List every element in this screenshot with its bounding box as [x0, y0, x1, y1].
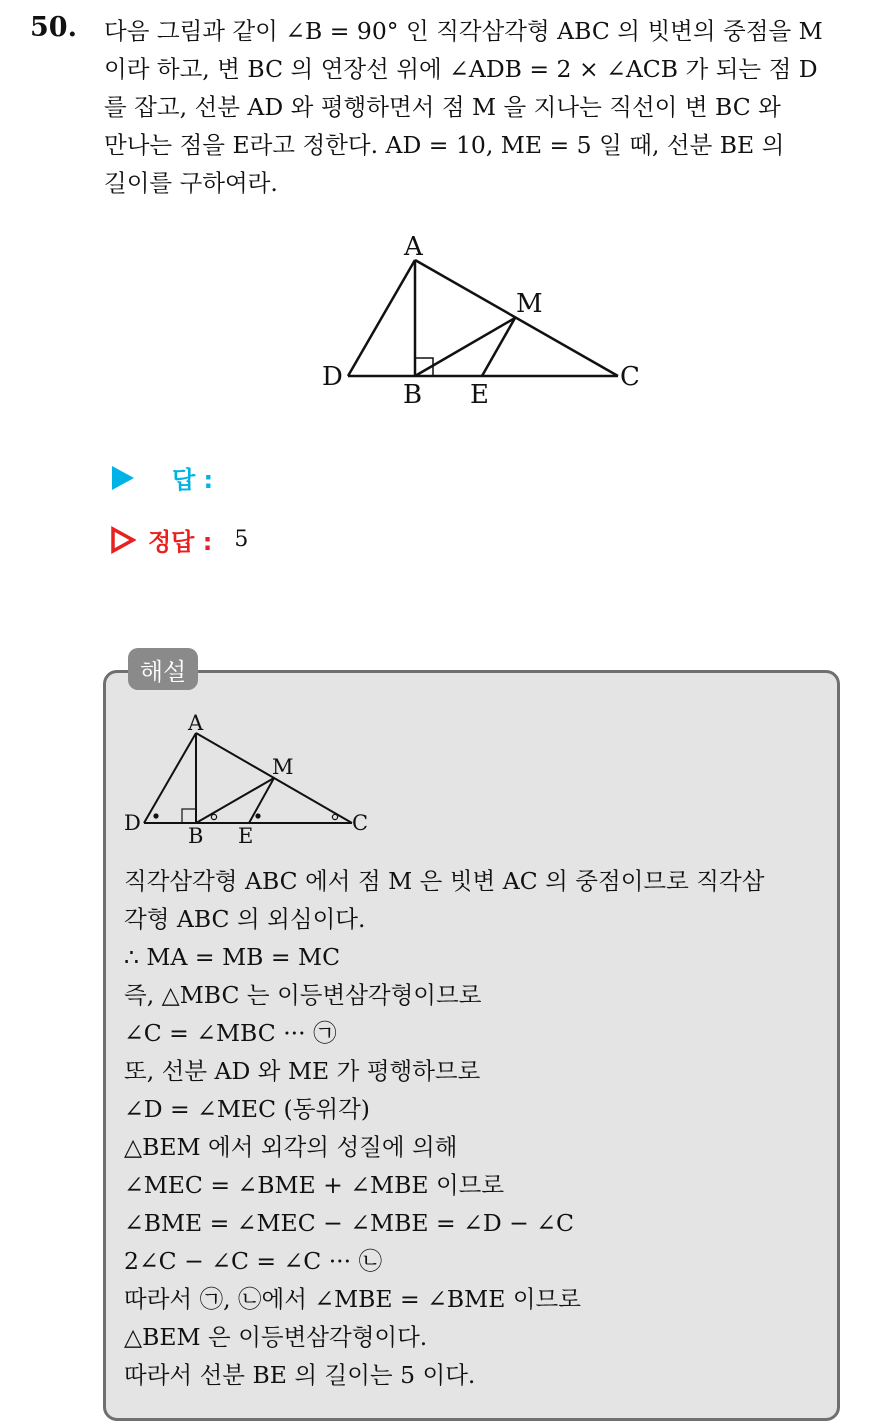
solution-line: 직각삼각형 ABC 에서 점 M 은 빗변 AC 의 중점이므로 직각삼: [124, 867, 765, 895]
label-A: A: [404, 232, 423, 262]
segment-AD: [348, 260, 415, 376]
problem-line: 이라 하고, 변 BC 의 연장선 위에 ∠ADB = 2 × ∠ACB 가 되는 점 D: [104, 55, 818, 83]
label-B: B: [403, 380, 423, 410]
angle-dot-E: [255, 813, 260, 818]
label-E: E: [238, 824, 254, 848]
problem-line: 길이를 구하여라.: [104, 169, 278, 197]
label-C: C: [352, 811, 369, 835]
answer-row: [110, 460, 213, 495]
solution-line: 따라서 선분 BE 의 길이는 5 이다.: [124, 1361, 476, 1389]
solution-line: 따라서 ㉠, ㉡에서 ∠MBE = ∠BME 이므로: [124, 1285, 581, 1313]
problem-number: 50.: [30, 12, 77, 43]
label-M: M: [516, 289, 543, 319]
correct-answer-row: [110, 522, 248, 557]
correct-answer-label: 정답 :: [148, 528, 213, 556]
label-C: C: [620, 362, 640, 392]
solution-line: △BEM 에서 외각의 성질에 의해: [124, 1133, 458, 1161]
angle-circle-C: [332, 814, 337, 819]
angle-dot-D: [153, 813, 158, 818]
angle-circle-B: [211, 814, 216, 819]
solution-line: 즉, △MBC 는 이등변삼각형이므로: [124, 981, 482, 1009]
right-angle-mark: [182, 809, 196, 823]
solution-line: △BEM 은 이등변삼각형이다.: [124, 1323, 428, 1351]
solution-line: 각형 ABC 의 외심이다.: [124, 905, 366, 933]
solution-line: ∠D = ∠MEC (동위각): [124, 1095, 370, 1123]
label-D: D: [322, 362, 343, 392]
solution-text: [124, 862, 834, 1394]
solution-line: 또, 선분 AD 와 ME 가 평행하므로: [124, 1057, 481, 1085]
triangle-figure: [318, 228, 648, 413]
outline-triangle-icon: [110, 526, 136, 554]
problem-text: [104, 12, 864, 202]
solution-line: ∠MEC = ∠BME + ∠MBE 이므로: [124, 1171, 505, 1199]
solution-line: 2∠C − ∠C = ∠C ··· ㉡: [124, 1247, 383, 1275]
problem-line: 만나는 점을 E라고 정한다. AD = 10, ME = 5 일 때, 선분 BE 의: [104, 131, 785, 159]
label-M: M: [272, 755, 294, 779]
correct-answer-value: 5: [234, 527, 249, 552]
answer-label: 답 :: [172, 466, 214, 494]
filled-triangle-icon: [110, 464, 136, 492]
solution-line: ∠C = ∠MBC ··· ㉠: [124, 1019, 337, 1047]
label-D: D: [124, 811, 141, 835]
solution-line: ∠BME = ∠MEC − ∠MBE = ∠D − ∠C: [124, 1209, 574, 1237]
solution-tab: 해설: [128, 648, 198, 690]
label-E: E: [470, 380, 489, 410]
problem-line: 를 잡고, 선분 AD 와 평행하면서 점 M 을 지나는 직선이 변 BC 와: [104, 93, 781, 121]
label-B: B: [188, 824, 204, 848]
solution-figure: [122, 710, 382, 850]
label-A: A: [188, 711, 204, 735]
solution-line: ∴ MA = MB = MC: [124, 943, 341, 971]
problem-line: 다음 그림과 같이 ∠B = 90° 인 직각삼각형 ABC 의 빗변의 중점을 M: [104, 17, 823, 45]
segment-BM: [415, 318, 515, 376]
